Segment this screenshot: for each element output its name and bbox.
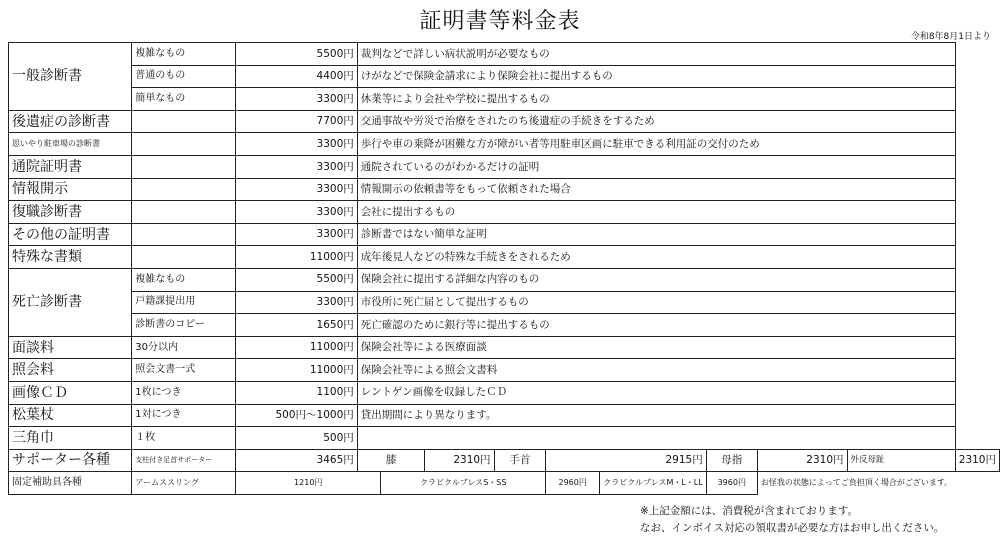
price-cell: 3300円 <box>236 201 358 224</box>
fee-row <box>9 268 1000 291</box>
description-cell: 情報開示の依頼書等をもって依頼された場合 <box>357 178 955 201</box>
category-cell: 三角巾 <box>9 427 132 450</box>
category-cell: 後遺症の診断書 <box>9 110 132 133</box>
price-cell: 5500円 <box>236 43 358 66</box>
description-cell: 死亡確認のために銀行等に提出するもの <box>357 314 955 337</box>
description-cell <box>357 427 955 450</box>
item-price-cell: 3960円 <box>706 472 757 495</box>
price-cell: 3300円 <box>236 155 358 178</box>
category-cell: その他の証明書 <box>9 223 132 246</box>
fee-row <box>9 155 1000 178</box>
price-cell: 11000円 <box>236 246 358 269</box>
price-cell: 3300円 <box>236 291 358 314</box>
category-cell: 一般診断書 <box>9 43 132 111</box>
part-price-cell: 2915円 <box>546 449 707 472</box>
part-name-cell: 膝 <box>357 449 425 472</box>
subtype-cell: 支柱付き足首サポーター <box>132 449 236 472</box>
fee-row <box>9 223 1000 246</box>
category-cell: 通院証明書 <box>9 155 132 178</box>
invoice-note: なお、インボイス対応の領収書が必要な方はお申し出ください。 <box>640 522 945 534</box>
description-cell: 診断書ではない簡単な証明 <box>357 223 955 246</box>
subtype-cell <box>132 110 236 133</box>
subtype-cell: 複雑なもの <box>132 43 236 66</box>
fee-row <box>9 359 1000 382</box>
price-cell: 500円〜1000円 <box>236 404 358 427</box>
fee-row <box>9 381 1000 404</box>
category-cell: 特殊な書類 <box>9 246 132 269</box>
description-cell: けがなどで保険金請求により保険会社に提出するもの <box>357 65 955 88</box>
fee-row <box>9 178 1000 201</box>
tax-note: ※上記金額には、消費税が含まれております。 <box>640 505 858 517</box>
price-cell: 5500円 <box>236 268 358 291</box>
price-cell: 3465円 <box>236 449 358 472</box>
category-cell: 死亡診断書 <box>9 268 132 336</box>
price-cell: 1100円 <box>236 381 358 404</box>
fee-row <box>9 427 1000 450</box>
price-cell: 500円 <box>236 427 358 450</box>
fee-row <box>9 246 1000 269</box>
subtype-cell: 1対につき <box>132 404 236 427</box>
category-cell: 固定補助具各種 <box>9 472 132 495</box>
subtype-cell <box>132 223 236 246</box>
footer-notes <box>640 503 944 537</box>
subtype-cell: 30分以内 <box>132 336 236 359</box>
item-name-cell: クラビクルブレスS・SS <box>381 472 546 495</box>
description-cell: レントゲン画像を収録したＣＤ <box>357 381 955 404</box>
category-cell: 情報開示 <box>9 178 132 201</box>
effective-date: 令和8年8月1日より <box>910 32 991 42</box>
description-cell: 交通事故や労災で治療をされたのち後遺症の手続きをするため <box>357 110 955 133</box>
subtype-cell: 診断書のコピー <box>132 314 236 337</box>
fee-row <box>9 314 1000 337</box>
fixed-aid-row <box>9 472 1000 495</box>
category-cell: 復職診断書 <box>9 201 132 224</box>
description-cell: 歩行や車の乗降が困難な方が障がい者等用駐車区画に駐車できる利用証の交付のため <box>357 133 955 156</box>
subtype-cell <box>132 155 236 178</box>
description-cell: 保険会社等による医療面談 <box>357 336 955 359</box>
fee-row <box>9 43 1000 66</box>
category-cell: 松葉杖 <box>9 404 132 427</box>
price-cell: 3300円 <box>236 178 358 201</box>
description-cell: 会社に提出するもの <box>357 201 955 224</box>
part-price-cell: 2310円 <box>757 449 847 472</box>
item-price-cell: 2960円 <box>546 472 600 495</box>
fee-row <box>9 65 1000 88</box>
fee-row <box>9 133 1000 156</box>
category-cell: 画像ＣＤ <box>9 381 132 404</box>
price-cell: 4400円 <box>236 65 358 88</box>
subtype-cell: 複雑なもの <box>132 268 236 291</box>
price-cell: 11000円 <box>236 359 358 382</box>
price-cell: 11000円 <box>236 336 358 359</box>
description-cell: 通院されているのがわかるだけの証明 <box>357 155 955 178</box>
part-price-cell: 2310円 <box>955 449 999 472</box>
subtype-cell <box>132 133 236 156</box>
subtype-cell: 照会文書一式 <box>132 359 236 382</box>
fee-row <box>9 88 1000 111</box>
fee-row <box>9 336 1000 359</box>
price-cell: 3300円 <box>236 88 358 111</box>
fee-row <box>9 201 1000 224</box>
category-cell: 面談料 <box>9 336 132 359</box>
description-cell: 保険会社に提出する詳細な内容のもの <box>357 268 955 291</box>
page-title: 証明書等料金表 <box>419 9 581 34</box>
subtype-cell: １枚 <box>132 427 236 450</box>
part-name-cell: 手首 <box>494 449 546 472</box>
description-cell: 貸出期間により異なります。 <box>357 404 955 427</box>
fee-table <box>8 42 1000 495</box>
description-cell: 成年後見人などの特殊な手続きをされるため <box>357 246 955 269</box>
subtype-cell <box>132 201 236 224</box>
part-name-cell: 母指 <box>706 449 757 472</box>
subtype-cell: 戸籍課提出用 <box>132 291 236 314</box>
supporter-row <box>9 449 1000 472</box>
category-cell: 思いやり駐車場の診断書 <box>9 133 132 156</box>
description-cell: 休業等により会社や学校に提出するもの <box>357 88 955 111</box>
subtype-cell <box>132 246 236 269</box>
price-cell: 1650円 <box>236 314 358 337</box>
fee-row <box>9 291 1000 314</box>
price-cell: 3300円 <box>236 133 358 156</box>
description-cell: 市役所に死亡届として提出するもの <box>357 291 955 314</box>
description-cell: 保険会社等による照会文書料 <box>357 359 955 382</box>
subtype-cell: 簡単なもの <box>132 88 236 111</box>
price-cell: 3300円 <box>236 223 358 246</box>
item-name-cell: クラビクルブレスM・L・LL <box>600 472 706 495</box>
fee-row <box>9 404 1000 427</box>
price-cell: 7700円 <box>236 110 358 133</box>
fixed-aid-note: お怪我の状態によってご負担頂く場合がございます。 <box>760 478 953 488</box>
category-cell: 照会料 <box>9 359 132 382</box>
item-price-cell: 1210円 <box>236 472 381 495</box>
subtype-cell: 1枚につき <box>132 381 236 404</box>
fee-row <box>9 110 1000 133</box>
item-name-cell: アームススリング <box>132 472 236 495</box>
subtype-cell <box>132 178 236 201</box>
part-price-cell: 2310円 <box>425 449 494 472</box>
description-cell: 裁判などで詳しい病状説明が必要なもの <box>357 43 955 66</box>
part-name-cell: 外反母趾 <box>847 449 955 472</box>
subtype-cell: 普通のもの <box>132 65 236 88</box>
category-cell: サポーター各種 <box>9 449 132 472</box>
